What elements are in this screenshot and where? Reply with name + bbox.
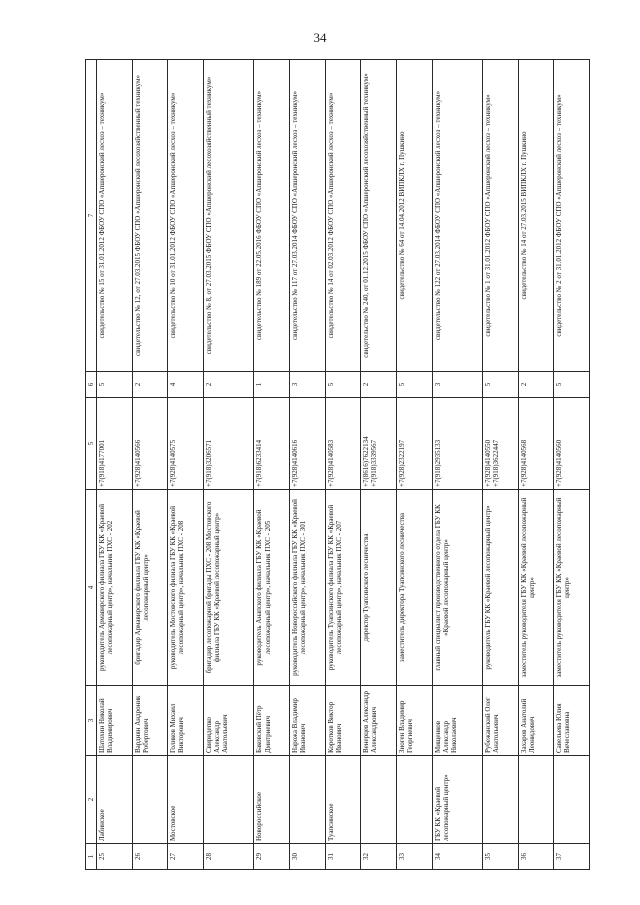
count-cell: 5	[97, 372, 133, 398]
column-number: 1	[86, 844, 97, 870]
column-number: 2	[86, 756, 97, 844]
row-number-cell: 36	[518, 844, 554, 870]
count-cell: 2	[361, 372, 397, 398]
person-name-cell: Рубежанский Олег Анатольевич	[483, 686, 519, 756]
position-cell: заместитель руководителя ГБУ КК «Краевой лесопожарный центр»	[518, 490, 554, 686]
row-number-cell: 29	[254, 844, 290, 870]
certificate-cell: свидетельство № 64 от 14.04.2012 ВИПКЛХ г. Пушкино	[396, 60, 432, 372]
position-cell: бригадир лесопожарной бригады ПХС - 208 Мостовского филиала ГБУ КК «Краевой лесопожарный центр»	[203, 490, 254, 686]
personnel-table	[85, 59, 590, 870]
count-cell: 1	[254, 372, 290, 398]
page-number: 34	[313, 30, 327, 45]
organization-cell	[361, 756, 397, 844]
table-row	[554, 60, 590, 870]
phone-cell: +7(918)6233414	[254, 398, 290, 490]
rotated-table-container	[85, 60, 590, 870]
certificate-cell: свидетельство № 14 от 02.03.2012 ФБОУ СПО «Апшеронский лесхоз – техникум»	[325, 60, 361, 372]
row-number-cell: 33	[396, 844, 432, 870]
table-row	[483, 60, 519, 870]
organization-cell	[290, 756, 326, 844]
organization-cell: Туапсинское	[325, 756, 361, 844]
count-cell: 5	[554, 372, 590, 398]
certificate-cell: свидетельство № 122 от 27.03.2014 ФБОУ СПО «Апшеронский лесхоз – техникум»	[432, 60, 483, 372]
person-name-cell: Шатохин Николай Владимирович	[97, 686, 133, 756]
organization-cell: Новороссийское	[254, 756, 290, 844]
column-number: 6	[86, 372, 97, 398]
table-row	[132, 60, 168, 870]
table-body	[97, 60, 590, 870]
phone-cell: +7(928)4140550 +7(918)3622447	[483, 398, 519, 490]
row-number-cell: 30	[290, 844, 326, 870]
row-number-cell: 34	[432, 844, 483, 870]
certificate-cell: свидетельство № 14 от 27.03.2015 ВИПКЛХ г. Пушкино	[518, 60, 554, 372]
person-name-cell: Голиков Михаил Викторович	[168, 686, 204, 756]
row-number-cell: 37	[554, 844, 590, 870]
position-cell: директор Туапсинского лесничества	[361, 490, 397, 686]
person-name-cell: Венерцев Александр Александрович	[361, 686, 397, 756]
certificate-cell: свидетельство № 1 от 31.01.2012 ФБОУ СПО «Апшеронский лесхоз – техникум»	[483, 60, 519, 372]
organization-cell: Лабинское	[97, 756, 133, 844]
count-cell: 2	[203, 372, 254, 398]
row-number-cell: 31	[325, 844, 361, 870]
row-number-cell: 32	[361, 844, 397, 870]
person-name-cell: Захаров Анатолий Леонидович	[518, 686, 554, 756]
count-cell: 5	[483, 372, 519, 398]
position-cell: бригадир Армавирского филиала ГБУ КК «Краевой лесопожарный центр»	[132, 490, 168, 686]
position-cell: главный специалист производственного отдела ГБУ КК «Краевой лесопожарный центр»	[432, 490, 483, 686]
person-name-cell: Коротков Виктор Иванович	[325, 686, 361, 756]
phone-cell: +7(918)3206571	[203, 398, 254, 490]
count-cell: 3	[432, 372, 483, 398]
position-cell: руководитель Анапского филиала ГБУ КК «Краевой лесопожарный центр», начальник ПХС - 205	[254, 490, 290, 686]
person-name-cell: Вардиян Андроник Робертович	[132, 686, 168, 756]
position-cell: руководитель ГБУ КК «Краевой лесопожарный центр»	[483, 490, 519, 686]
count-cell: 4	[168, 372, 204, 398]
certificate-cell: свидетельство № 10 от 31.01.2012 ФБОУ СПО «Апшеронский лесхоз – техникум»	[168, 60, 204, 372]
phone-cell: +7(918)4177001	[97, 398, 133, 490]
position-cell: руководитель Новороссийского филиала ГБУ КК «Краевой лесопожарный центр», начальник ПХС - 301	[290, 490, 326, 686]
phone-cell: +7(928)2322197	[396, 398, 432, 490]
phone-cell: +7(8616)7622134 +7(918)3339567	[361, 398, 397, 490]
column-number: 4	[86, 490, 97, 686]
count-cell: 2	[518, 372, 554, 398]
table-row	[168, 60, 204, 870]
position-cell: руководитель Туапсинского филиала ГБУ КК «Краевой лесопожарный центр», начальник ПХС - 207	[325, 490, 361, 686]
person-name-cell: Савельева Юлия Вячеславовна	[554, 686, 590, 756]
certificate-cell: свидетельство № 15 от 31.01.2012 ФБОУ СПО «Апшеронский лесхоз – техникум»	[97, 60, 133, 372]
person-name-cell: Зиоген Владимир Георгиевич	[396, 686, 432, 756]
phone-cell: +7(928)4140616	[290, 398, 326, 490]
column-number: 3	[86, 686, 97, 756]
person-name-cell: Баковский Пётр Дмитриевич	[254, 686, 290, 756]
phone-cell: +7(928)4140568	[518, 398, 554, 490]
count-cell: 5	[396, 372, 432, 398]
certificate-cell: свидетельство № 8, от 27.03.2015 ФБОУ СПО «Апшеронский лесохозяйственный техникум»	[203, 60, 254, 372]
phone-cell: +7(928)4140575	[168, 398, 204, 490]
organization-cell	[518, 756, 554, 844]
column-number-row	[86, 60, 97, 870]
person-name-cell: Свиридепко Александр Анатольевич	[203, 686, 254, 756]
organization-cell	[203, 756, 254, 844]
certificate-cell: свидетельство № 117 от 27.03.2014 ФБОУ СПО «Апшеронский лесхоз – техникум»	[290, 60, 326, 372]
row-number-cell: 28	[203, 844, 254, 870]
table-row	[325, 60, 361, 870]
row-number-cell: 25	[97, 844, 133, 870]
phone-cell: +7(928)4140566	[132, 398, 168, 490]
organization-cell: Мостовское	[168, 756, 204, 844]
count-cell: 3	[290, 372, 326, 398]
column-number: 7	[86, 60, 97, 372]
organization-cell	[396, 756, 432, 844]
organization-cell: ГБУ КК «Краевой лесопожарный центр»	[432, 756, 483, 844]
position-cell: руководитель Мостовского филиала ГБУ КК «Краевой лесопожарный центр», начальник ПХС - 208	[168, 490, 204, 686]
column-number: 5	[86, 398, 97, 490]
table-row	[254, 60, 290, 870]
organization-cell	[483, 756, 519, 844]
row-number-cell: 26	[132, 844, 168, 870]
organization-cell	[554, 756, 590, 844]
phone-cell: +7(928)4140583	[325, 398, 361, 490]
certificate-cell: свидетельство № 12, от 27.03.2015 ФБОУ СПО «Апшеронский лесохозяйственный техникум»	[132, 60, 168, 372]
person-name-cell: Мищенков Александр Николаевич	[432, 686, 483, 756]
person-name-cell: Нарожа Владимир Иванович	[290, 686, 326, 756]
row-number-cell: 27	[168, 844, 204, 870]
count-cell: 2	[132, 372, 168, 398]
position-cell: руководитель Армавирского филиала ГБУ КК «Краевой лесопожарный центр», начальник ПХС - 202	[97, 490, 133, 686]
table-row	[518, 60, 554, 870]
table-row	[361, 60, 397, 870]
phone-cell: +7(928)4140560	[554, 398, 590, 490]
table-row	[432, 60, 483, 870]
certificate-cell: свидетельство № 240, от 01.12.2015 ФБОУ СПО «Апшеронский лесохозяйственный техникум»	[361, 60, 397, 372]
phone-cell: +7(918)2935133	[432, 398, 483, 490]
table-row	[290, 60, 326, 870]
certificate-cell: свидетельство № 2 от 31.01.2012 ФБОУ СПО «Апшеронский лесхоз – техникум»	[554, 60, 590, 372]
count-cell: 5	[325, 372, 361, 398]
certificate-cell: свидетельство № 189 от 22.05.2016 ФБОУ СПО «Апшеронский лесхоз – техникум»	[254, 60, 290, 372]
table-row	[97, 60, 133, 870]
position-cell: заместитель директора Туапсинского лесничества	[396, 490, 432, 686]
row-number-cell: 35	[483, 844, 519, 870]
table-row	[396, 60, 432, 870]
table-row	[203, 60, 254, 870]
organization-cell	[132, 756, 168, 844]
position-cell: заместитель руководителя ГБУ КК «Краевой лесопожарный центр»	[554, 490, 590, 686]
